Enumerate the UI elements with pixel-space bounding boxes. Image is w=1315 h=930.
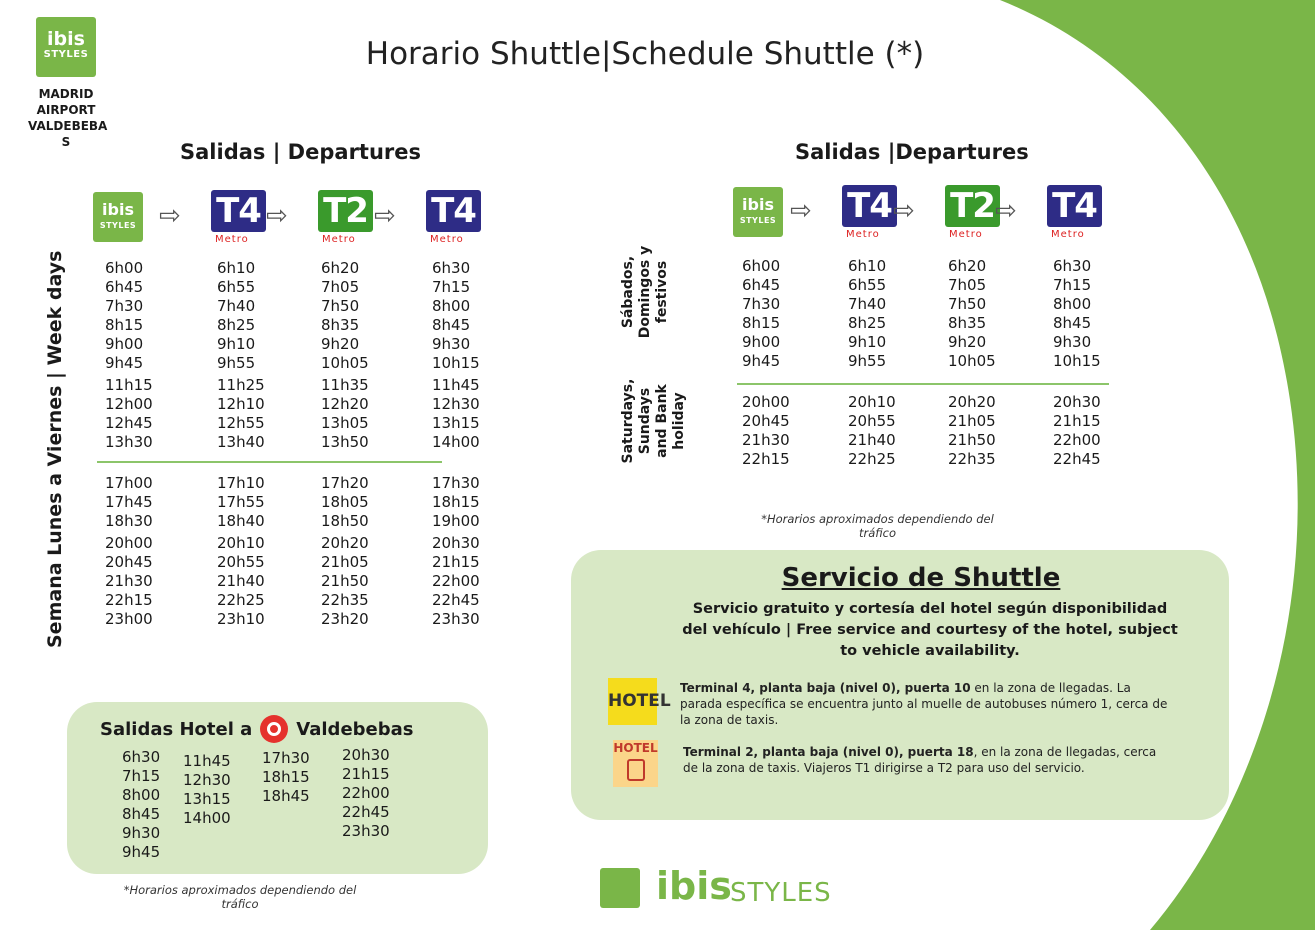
divider <box>737 383 1109 385</box>
time-cell: 11h35 <box>321 376 369 394</box>
footer-brand: ibis <box>656 864 732 908</box>
time-cell: 23h00 <box>105 610 153 628</box>
time-cell: 21h15 <box>1053 412 1101 430</box>
time-column <box>321 259 369 629</box>
arrow-icon: ⇨ <box>790 196 812 226</box>
time-cell: 13h05 <box>321 414 369 432</box>
section-gap <box>742 371 790 393</box>
time-cell: 13h50 <box>321 433 369 451</box>
time-column <box>105 259 153 629</box>
section-gap <box>321 452 369 474</box>
time-cell: 12h45 <box>105 414 153 432</box>
time-cell: 20h00 <box>742 393 790 411</box>
time-cell: 18h40 <box>217 512 265 530</box>
time-cell: 7h50 <box>948 295 987 313</box>
service-subtitle: Servicio gratuito y cortesía del hotel según disponibilidad del vehículo | Free service and courtesy of the hotel, subject to vehicle availability. <box>682 601 1178 659</box>
weekday-heading: Salidas | Departures <box>180 140 422 164</box>
time-cell: 21h15 <box>342 765 390 783</box>
weekend-side-label-es: Sábados, Domingos y festivos <box>620 245 670 339</box>
ibis-styles-logo: ibis STYLES <box>36 17 96 77</box>
time-cell: 8h25 <box>217 316 256 334</box>
time-cell: 8h45 <box>432 316 471 334</box>
time-cell: 9h45 <box>122 843 161 861</box>
section-gap <box>948 371 996 393</box>
time-cell: 22h00 <box>1053 431 1101 449</box>
section-gap <box>105 452 153 474</box>
time-cell: 22h00 <box>342 784 390 802</box>
logo-text: ibis <box>742 195 774 214</box>
time-cell: 18h15 <box>432 493 480 511</box>
ibis-logo-icon <box>733 187 783 237</box>
time-cell: 9h20 <box>948 333 987 351</box>
time-cell: 11h45 <box>432 376 480 394</box>
time-cell: 22h15 <box>105 591 153 609</box>
footer-brand-sub: STYLES <box>730 878 832 908</box>
time-cell: 8h15 <box>742 314 781 332</box>
time-cell: 21h05 <box>948 412 996 430</box>
time-cell: 7h40 <box>217 297 256 315</box>
time-column <box>742 257 790 469</box>
terminal-2-badge: T2 <box>945 185 1000 227</box>
weekend-heading: Salidas |Departures <box>795 140 1029 164</box>
time-cell: 20h30 <box>432 534 480 552</box>
time-cell: 7h15 <box>432 278 471 296</box>
time-cell: 8h00 <box>432 297 471 315</box>
time-cell: 12h30 <box>183 771 231 789</box>
time-cell: 6h30 <box>432 259 471 277</box>
time-cell: 17h10 <box>217 474 265 492</box>
time-cell: 6h00 <box>105 259 144 277</box>
time-cell: 11h45 <box>183 752 231 770</box>
time-cell: 23h10 <box>217 610 265 628</box>
time-cell: 20h30 <box>1053 393 1101 411</box>
logo-text: STYLES <box>99 221 137 230</box>
time-cell: 9h55 <box>848 352 887 370</box>
time-cell: 10h15 <box>432 354 480 372</box>
time-cell: 17h30 <box>262 749 310 767</box>
time-cell: 20h10 <box>848 393 896 411</box>
hotel-departures-note: *Horarios aproximados dependiendo del tráfico <box>123 883 357 911</box>
metro-icon: Metro <box>1051 229 1085 240</box>
time-cell: 17h30 <box>432 474 480 492</box>
time-cell: 18h30 <box>105 512 153 530</box>
time-cell: 13h40 <box>217 433 265 451</box>
hotel-name: MADRID AIRPORT VALDEBEBA S <box>28 87 108 149</box>
ibis-logo-icon <box>93 192 143 242</box>
time-cell: 6h45 <box>742 276 781 294</box>
time-cell: 11h15 <box>105 376 153 394</box>
time-cell: 7h50 <box>321 297 360 315</box>
time-cell: 12h10 <box>217 395 265 413</box>
time-cell: 22h25 <box>848 450 896 468</box>
time-cell: 22h15 <box>742 450 790 468</box>
terminal-1-badge: T4 <box>211 190 266 232</box>
time-cell: 6h55 <box>217 278 256 296</box>
arrow-icon: ⇨ <box>374 201 396 231</box>
t2-info: Terminal 2, planta baja (nivel 0), puerta 18, en la zona de llegadas, cerca de la zona de taxis. Viajeros T1 dirigirse a T2 para uso del servicio. <box>683 745 1157 775</box>
section-gap <box>217 452 265 474</box>
time-cell: 13h15 <box>183 790 231 808</box>
time-cell: 17h00 <box>105 474 153 492</box>
time-cell: 20h45 <box>105 553 153 571</box>
metro-icon: Metro <box>949 229 983 240</box>
time-cell: 9h30 <box>122 824 161 842</box>
time-cell: 9h10 <box>848 333 887 351</box>
time-cell: 21h40 <box>217 572 265 590</box>
time-cell: 9h55 <box>217 354 256 372</box>
time-cell: 9h45 <box>742 352 781 370</box>
time-column <box>262 749 310 806</box>
time-cell: 7h40 <box>848 295 887 313</box>
time-cell: 6h55 <box>848 276 887 294</box>
arrow-icon: ⇨ <box>159 201 181 231</box>
time-cell: 22h35 <box>321 591 369 609</box>
cercanias-icon <box>260 715 288 743</box>
time-cell: 23h30 <box>432 610 480 628</box>
time-cell: 7h15 <box>122 767 161 785</box>
time-cell: 6h45 <box>105 278 144 296</box>
metro-icon: Metro <box>430 234 464 245</box>
hotel-bus-sign-icon: HOTEL <box>608 678 657 725</box>
time-cell: 20h30 <box>342 746 390 764</box>
time-cell: 20h45 <box>742 412 790 430</box>
time-cell: 7h30 <box>105 297 144 315</box>
time-cell: 9h00 <box>742 333 781 351</box>
time-cell: 20h55 <box>217 553 265 571</box>
logo-text: ibis <box>102 200 134 219</box>
time-cell: 9h20 <box>321 335 360 353</box>
time-cell: 13h15 <box>432 414 480 432</box>
footer-logo-square <box>600 868 640 908</box>
time-cell: 22h00 <box>432 572 480 590</box>
time-cell: 8h00 <box>1053 295 1092 313</box>
time-cell: 21h05 <box>321 553 369 571</box>
time-cell: 9h30 <box>432 335 471 353</box>
time-column <box>183 752 231 828</box>
time-cell: 6h10 <box>848 257 887 275</box>
time-cell: 8h25 <box>848 314 887 332</box>
time-cell: 20h20 <box>948 393 996 411</box>
terminal-1-badge: T4 <box>842 185 897 227</box>
terminal-2-badge: T2 <box>318 190 373 232</box>
time-cell: 6h20 <box>948 257 987 275</box>
hotel-bus-stop-icon: HOTEL <box>613 740 658 787</box>
time-cell: 6h00 <box>742 257 781 275</box>
time-cell: 8h45 <box>1053 314 1092 332</box>
logo-text: STYLES <box>739 216 777 225</box>
time-cell: 14h00 <box>432 433 480 451</box>
time-cell: 20h00 <box>105 534 153 552</box>
section-gap <box>848 371 896 393</box>
time-column <box>848 257 896 469</box>
terminal-3-badge: T4 <box>1047 185 1102 227</box>
time-cell: 21h30 <box>105 572 153 590</box>
time-cell: 17h55 <box>217 493 265 511</box>
time-cell: 17h45 <box>105 493 153 511</box>
time-cell: 8h15 <box>105 316 144 334</box>
time-cell: 10h15 <box>1053 352 1101 370</box>
time-cell: 21h50 <box>948 431 996 449</box>
time-cell: 12h00 <box>105 395 153 413</box>
time-cell: 12h30 <box>432 395 480 413</box>
time-cell: 7h15 <box>1053 276 1092 294</box>
time-column <box>948 257 996 469</box>
time-cell: 20h10 <box>217 534 265 552</box>
time-column <box>122 748 160 862</box>
time-cell: 9h00 <box>105 335 144 353</box>
time-cell: 10h05 <box>948 352 996 370</box>
time-cell: 21h30 <box>742 431 790 449</box>
time-column <box>342 746 390 841</box>
time-cell: 18h05 <box>321 493 369 511</box>
arrow-icon: ⇨ <box>266 201 288 231</box>
divider <box>97 461 442 463</box>
time-cell: 6h20 <box>321 259 360 277</box>
section-gap <box>1053 371 1101 393</box>
arrow-icon: ⇨ <box>893 196 915 226</box>
time-cell: 18h45 <box>262 787 310 805</box>
time-cell: 13h30 <box>105 433 153 451</box>
hotel-departures-heading: Salidas Hotel a Valdebebas <box>100 715 414 743</box>
time-cell: 8h35 <box>948 314 987 332</box>
arrow-icon: ⇨ <box>995 196 1017 226</box>
time-cell: 9h10 <box>217 335 256 353</box>
section-gap <box>432 452 480 474</box>
time-cell: 18h50 <box>321 512 369 530</box>
metro-icon: Metro <box>215 234 249 245</box>
time-cell: 22h45 <box>342 803 390 821</box>
metro-icon: Metro <box>322 234 356 245</box>
terminal-3-badge: T4 <box>426 190 481 232</box>
time-cell: 6h30 <box>122 748 161 766</box>
time-cell: 21h15 <box>432 553 480 571</box>
time-cell: 23h20 <box>321 610 369 628</box>
weekend-note: *Horarios aproximados dependiendo del tráfico <box>761 512 994 540</box>
time-cell: 22h45 <box>432 591 480 609</box>
time-cell: 6h30 <box>1053 257 1092 275</box>
time-cell: 17h20 <box>321 474 369 492</box>
time-cell: 18h15 <box>262 768 310 786</box>
weekend-side-label-en: Saturdays, Sundays and Bank holiday <box>620 378 687 464</box>
time-cell: 22h25 <box>217 591 265 609</box>
time-cell: 11h25 <box>217 376 265 394</box>
time-cell: 12h20 <box>321 395 369 413</box>
metro-icon: Metro <box>846 229 880 240</box>
time-cell: 8h00 <box>122 786 161 804</box>
time-cell: 19h00 <box>432 512 480 530</box>
time-cell: 10h05 <box>321 354 369 372</box>
time-column <box>1053 257 1101 469</box>
time-cell: 9h45 <box>105 354 144 372</box>
weekday-side-label: Semana Lunes a Viernes | Week days <box>44 250 66 648</box>
time-cell: 21h50 <box>321 572 369 590</box>
time-cell: 22h35 <box>948 450 996 468</box>
time-cell: 9h30 <box>1053 333 1092 351</box>
time-cell: 7h05 <box>321 278 360 296</box>
time-cell: 21h40 <box>848 431 896 449</box>
time-column <box>217 259 265 629</box>
time-column <box>432 259 480 629</box>
time-cell: 7h30 <box>742 295 781 313</box>
time-cell: 6h10 <box>217 259 256 277</box>
service-title: Servicio de Shuttle <box>781 563 1061 593</box>
time-cell: 8h45 <box>122 805 161 823</box>
page-title: Horario Shuttle|Schedule Shuttle (*) <box>365 36 925 72</box>
time-cell: 20h20 <box>321 534 369 552</box>
t4-info: Terminal 4, planta baja (nivel 0), puerta 10 en la zona de llegadas. La parada específica se encuentra junto al muelle de autobuses número 1, cerca de la zona de taxis. <box>680 681 1168 727</box>
time-cell: 12h55 <box>217 414 265 432</box>
time-cell: 14h00 <box>183 809 231 827</box>
time-cell: 23h30 <box>342 822 390 840</box>
time-cell: 20h55 <box>848 412 896 430</box>
time-cell: 8h35 <box>321 316 360 334</box>
time-cell: 22h45 <box>1053 450 1101 468</box>
time-cell: 7h05 <box>948 276 987 294</box>
